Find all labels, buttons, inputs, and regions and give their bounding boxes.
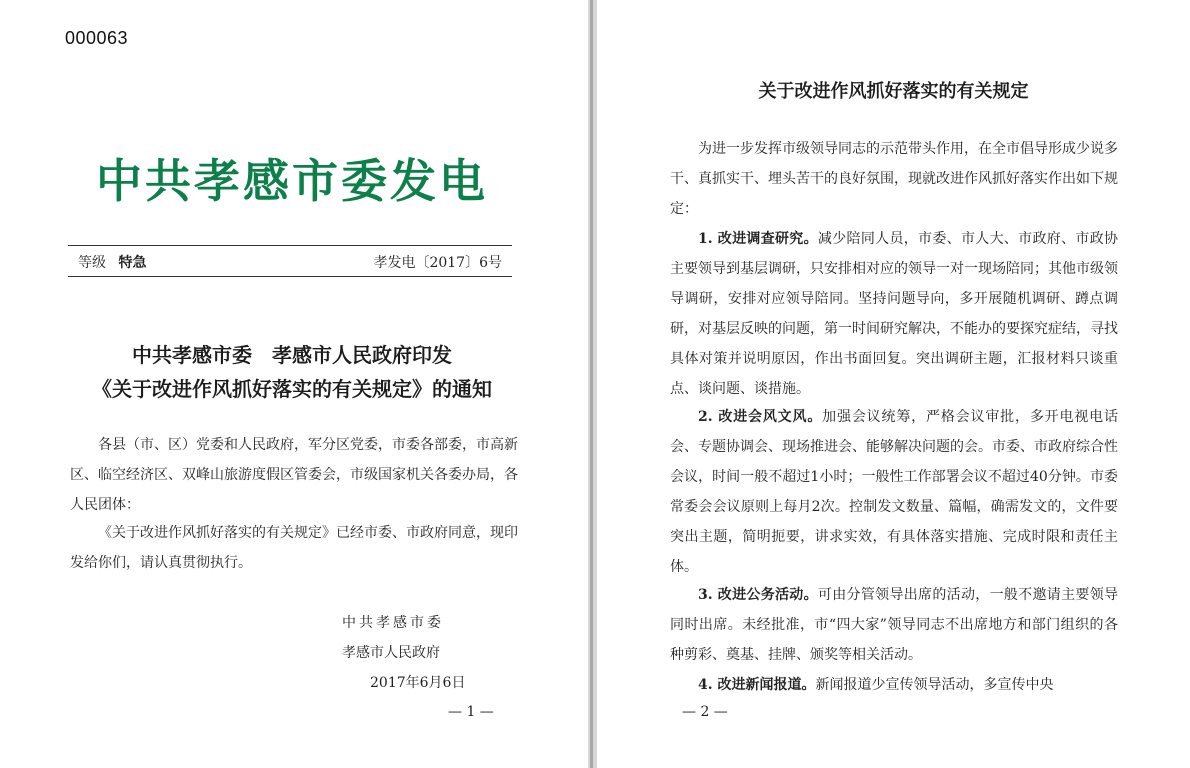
notice-title-line-1: 中共孝感市委 孝感市人民政府印发: [132, 343, 452, 367]
document-serial-number: 000063: [65, 28, 129, 48]
masthead-title: 中共孝感市委发电: [96, 154, 488, 208]
recipients-paragraph: 各县（市、区）党委和人民政府，军分区党委，市委各部委，市高新区、临空经济区、双峰山旅游度假区管委会，市级国家机关各委办局，各人民团体：: [70, 437, 518, 513]
page-divider: [588, 0, 597, 768]
item-1-text: 减少陪同人员，市委、市人大、市政府、市政协主要领导到基层调研，只安排相对应的领导一对一现场陪同；其他市级领导调研，安排对应领导陪同。坚持问题导向，多开展随机调研、蹲点调研，对基层反映的问题，第一时间研究解决，不能办的要探究症结，寻找具体对策并说明原因，作出书面回复。突出调研主题，汇报材料只谈重点、谈问题、谈措施。: [670, 231, 1118, 397]
item-4-text: 新闻报道少宣传领导活动，多宣传中央: [815, 677, 1054, 693]
regulation-item-3: [670, 580, 1118, 670]
page-number-1: — 1 —: [448, 704, 494, 720]
regulation-item-2: [670, 402, 1118, 582]
item-2-heading: 2. 改进会风文风。: [698, 409, 823, 425]
urgency-grade: [78, 252, 146, 272]
item-2-text: 加强会议统筹，严格会议审批，多开电视电话会、专题协调会、现场推进会、能够解决问题的会。市委、市政府综合性会议，时间一般不超过1小时；一般性工作部署会议不超过40分钟。市委常委会会议原则上每月2次。控制发文数量、篇幅，确需发文的，文件要突出主题，简明扼要，讲求实效，有具体落实措施、完成时限和责任主体。: [670, 409, 1118, 575]
item-1-heading: 1. 改进调查研究。: [698, 231, 818, 247]
item-3-heading: 3. 改进公务活动。: [698, 587, 818, 603]
notice-body-paragraph: 《关于改进作风抓好落实的有关规定》已经市委、市政府同意，现印发给你们，请认真贯彻执行。: [70, 525, 518, 571]
page-number-2: — 2 —: [682, 704, 728, 720]
header-rule-bottom: [68, 276, 512, 277]
regulation-item-1: [670, 224, 1118, 404]
document-code: 孝发电〔2017〕6号: [373, 255, 502, 271]
intro-paragraph: 为进一步发挥市级领导同志的示范带头作用，在全市倡导形成少说多干、真抓实干、埋头苦干的良好氛围，现就改进作风抓好落实作出如下规定：: [670, 141, 1118, 217]
regulation-title: 关于改进作风抓好落实的有关规定: [758, 81, 1029, 102]
grade-label: 等级: [78, 255, 106, 271]
item-3-text: 可由分管领导出席的活动，一般不邀请主要领导同时出席。未经批准，市“四大家”领导同志不出席地方和部门组织的各种剪彩、奠基、挂牌、颁奖等相关活动。: [670, 587, 1118, 663]
notice-title-line-2: 《关于改进作风抓好落实的有关规定》的通知: [92, 377, 492, 401]
signature-date: 2017年6月6日: [370, 675, 466, 691]
signature-party-committee: 中共孝感市委: [342, 615, 444, 631]
signature-government: 孝感市人民政府: [342, 645, 440, 661]
item-4-heading: 4. 改进新闻报道。: [698, 677, 816, 693]
header-rule-top: [68, 245, 512, 246]
regulation-item-4: [670, 670, 1118, 700]
grade-value: 特急: [118, 255, 147, 271]
